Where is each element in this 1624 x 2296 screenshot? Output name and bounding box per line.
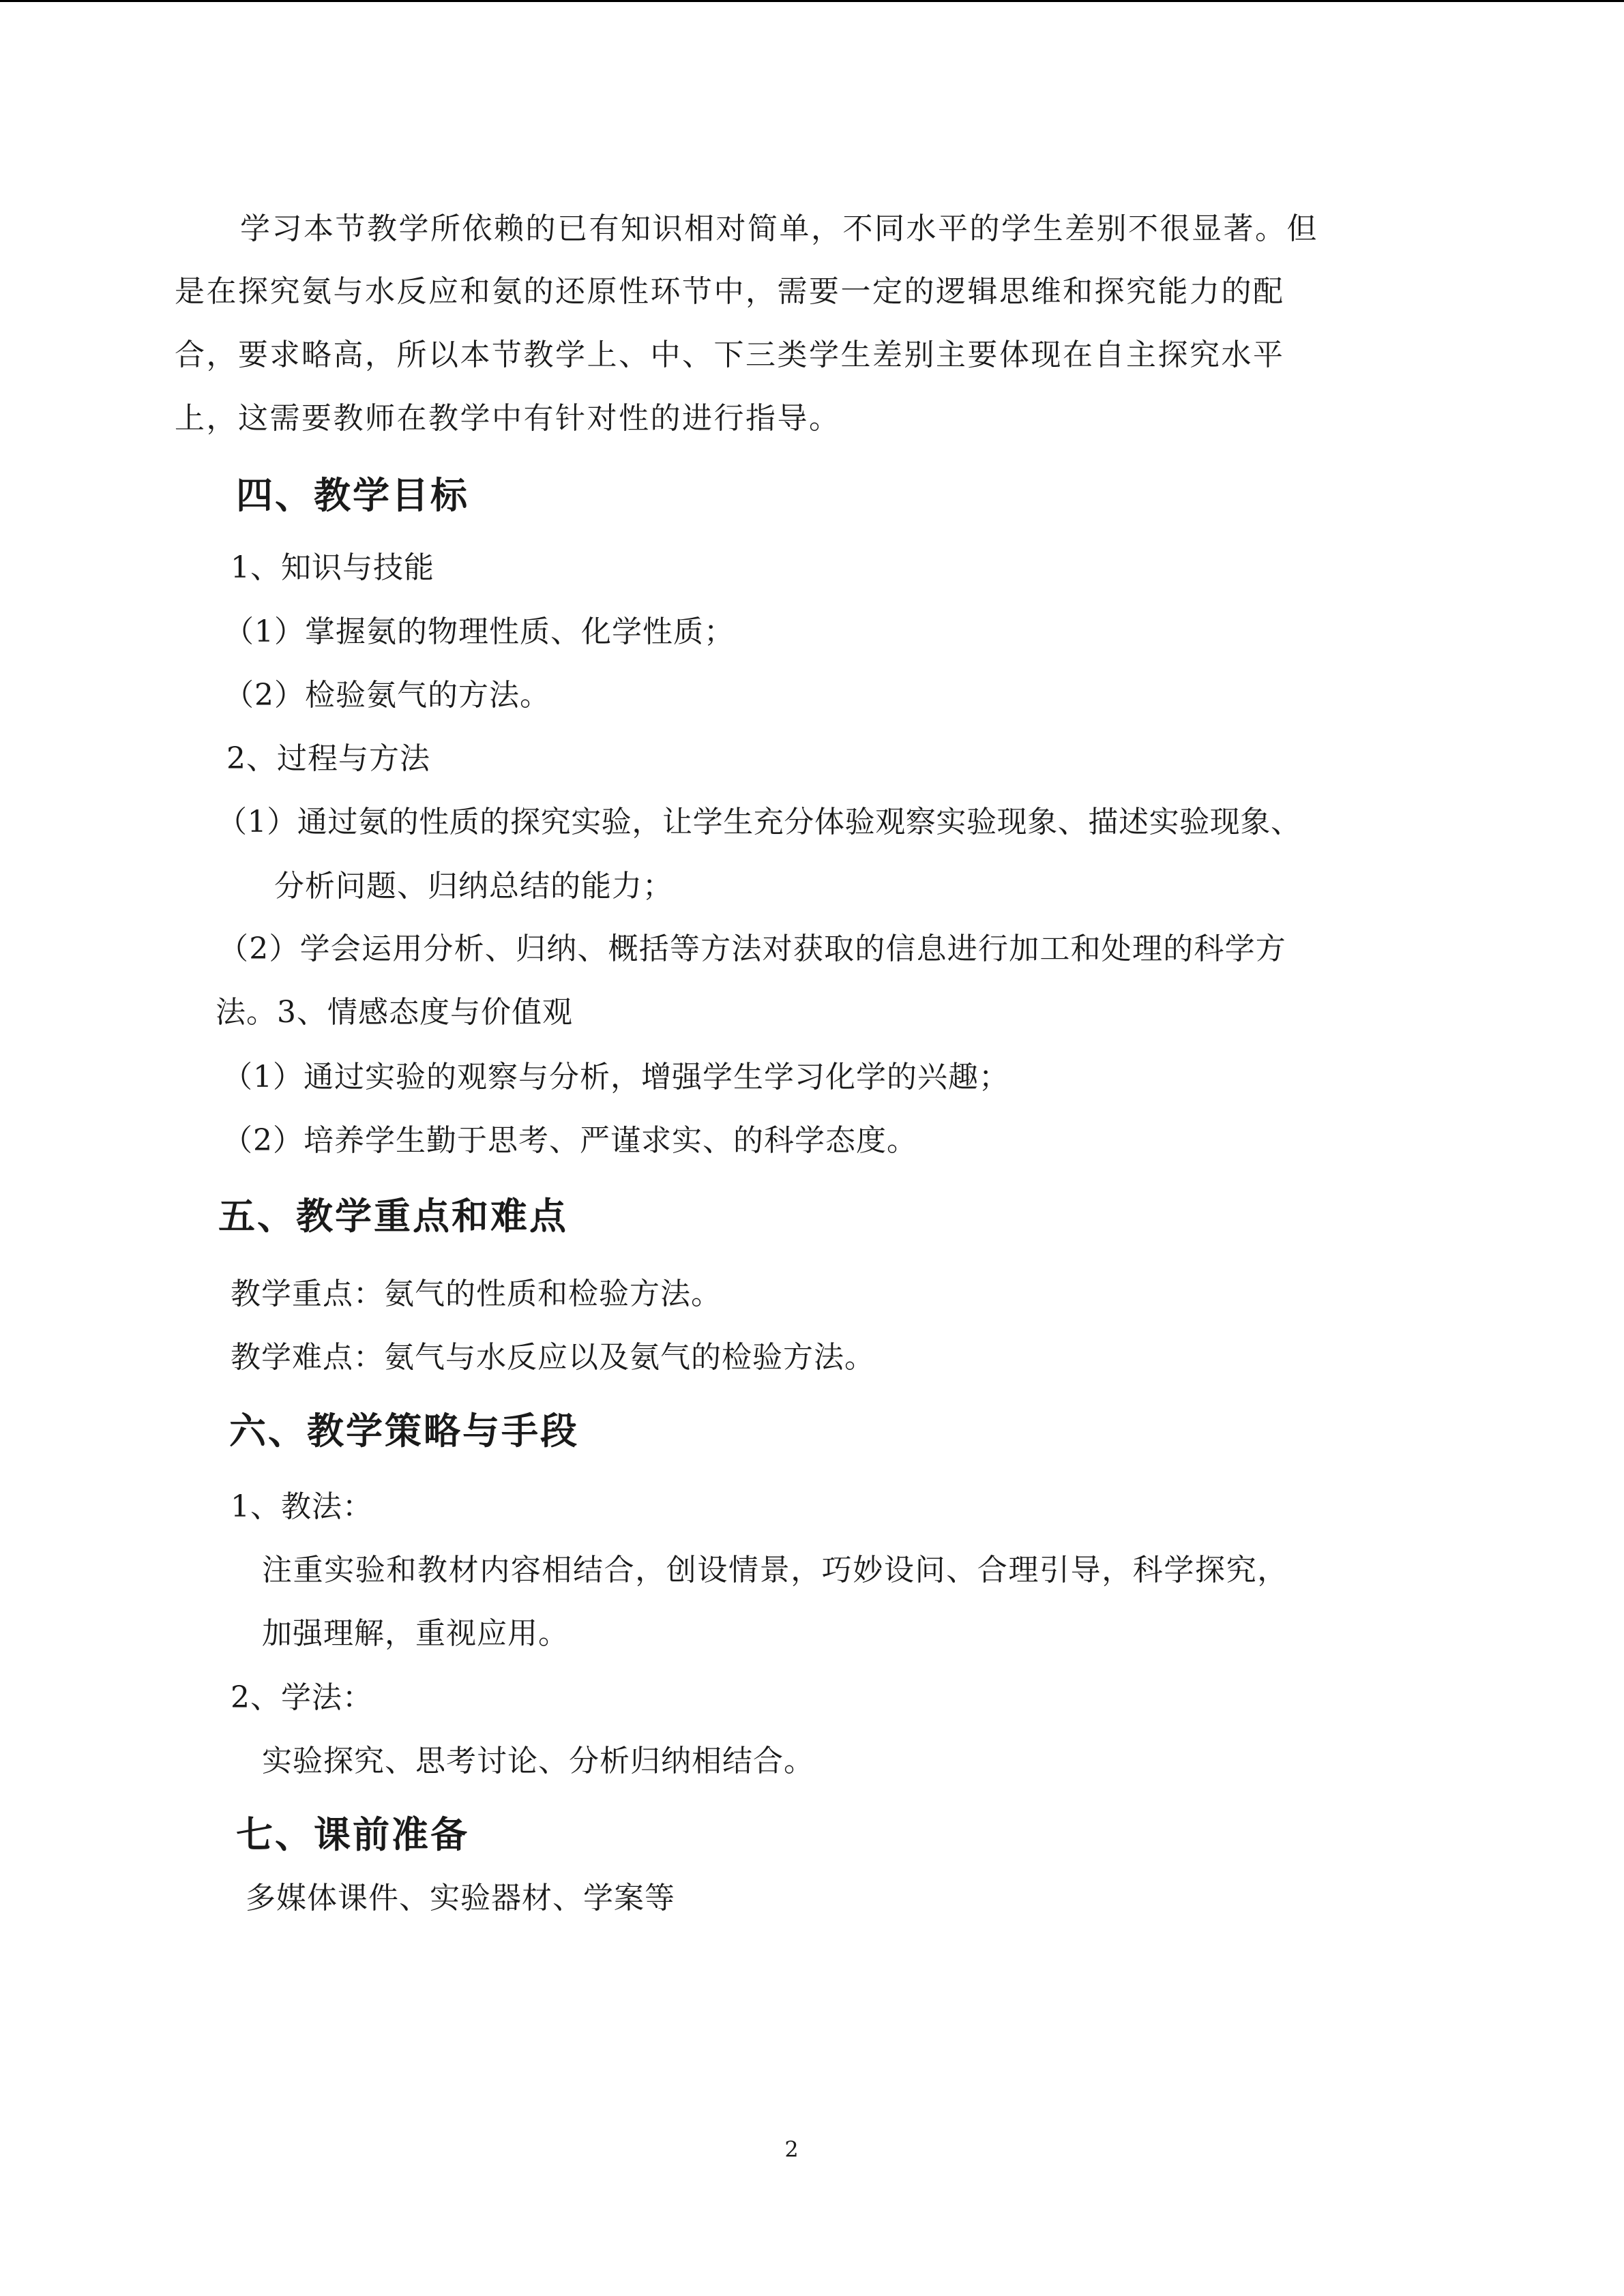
learning-method-title: 2、学法： (231, 1680, 373, 1715)
emotion-item-1: （1）通过实验的观察与分析，增强学生学习化学的兴趣； (222, 1060, 1009, 1094)
process-item-1-line-2: 分析问题、归纳总结的能力； (274, 869, 673, 904)
process-item-2-line-2: 法。3、情感态度与价值观 (216, 995, 573, 1030)
intro-line-4: 上，这需要教师在教学中有针对性的进行指导。 (175, 401, 841, 436)
intro-line-1: 学习本节教学所依赖的已有知识相对简单，不同水平的学生差别不很显著。但 (240, 211, 1318, 246)
difficult-point-text: 教学难点：氨气与水反应以及氨气的检验方法。 (231, 1340, 875, 1375)
page-number: 2 (784, 2136, 799, 2162)
section-heading-key-points: 五、教学重点和难点 (218, 1195, 568, 1238)
teaching-method-line-2: 加强理解，重视应用。 (262, 1616, 569, 1651)
emotion-item-2: （2）培养学生勤于思考、严谨求实、的科学态度。 (222, 1123, 917, 1158)
teaching-method-line-1: 注重实验和教材内容相结合，创设情景，巧妙设问、合理引导，科学探究， (262, 1553, 1288, 1587)
process-item-2-line-1: （2）学会运用分析、归纳、概括等方法对获取的信息进行加工和处理的科学方 (218, 931, 1286, 966)
knowledge-item-2: （2）检验氨气的方法。 (224, 678, 550, 713)
key-point-text: 教学重点：氨气的性质和检验方法。 (231, 1277, 722, 1311)
preparation-text: 多媒体课件、实验器材、学案等 (246, 1881, 675, 1915)
teaching-method-title: 1、教法： (231, 1489, 373, 1524)
process-item-1-line-1: （1）通过氨的性质的探究实验，让学生充分体验观察实验现象、描述实验现象、 (217, 805, 1301, 839)
knowledge-skills-title: 1、知识与技能 (231, 550, 434, 585)
intro-line-2: 是在探究氨与水反应和氨的还原性环节中，需要一定的逻辑思维和探究能力的配 (175, 274, 1285, 309)
section-heading-preparation: 七、课前准备 (236, 1813, 469, 1856)
intro-line-3: 合，要求略高，所以本节教学上、中、下三类学生差别主要体现在自主探究水平 (175, 338, 1285, 372)
section-heading-objectives: 四、教学目标 (236, 474, 469, 517)
process-method-title: 2、过程与方法 (226, 741, 430, 776)
section-heading-strategies: 六、教学策略与手段 (229, 1410, 579, 1452)
knowledge-item-1: （1）掌握氨的物理性质、化学性质； (224, 614, 735, 649)
learning-method-text: 实验探究、思考讨论、分析归纳相结合。 (262, 1744, 814, 1778)
